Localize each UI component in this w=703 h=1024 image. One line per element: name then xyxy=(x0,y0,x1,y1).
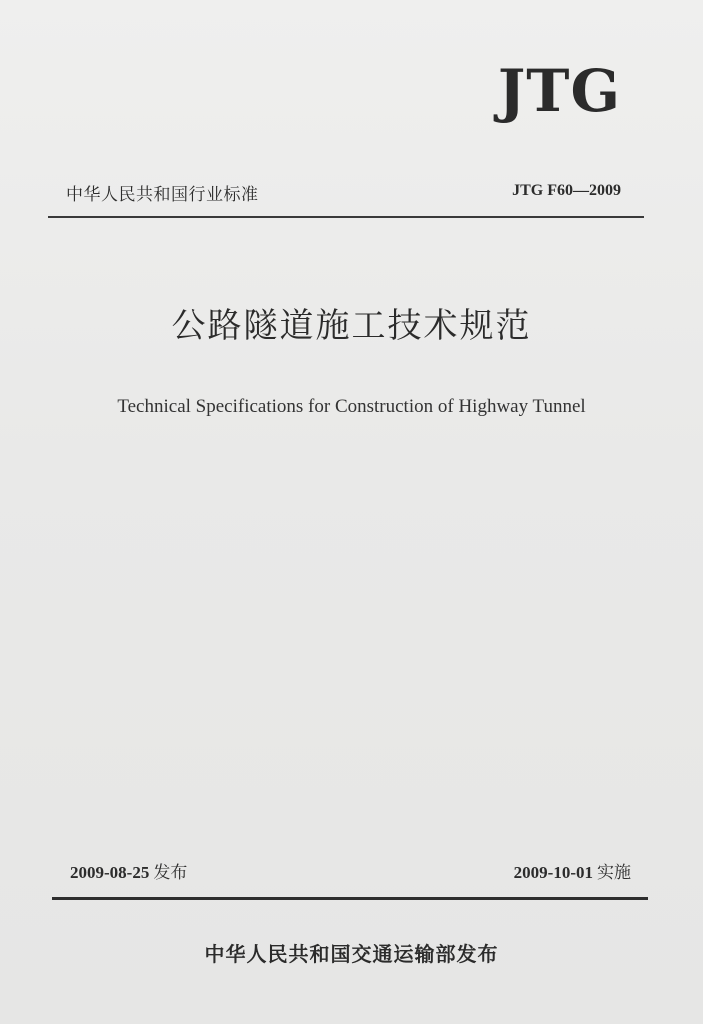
dates-row xyxy=(70,858,631,884)
publish-label: 发布 xyxy=(153,863,188,883)
publish-date: 2009-08-25 xyxy=(70,863,150,882)
effective-date: 2009-10-01 xyxy=(513,863,593,882)
bottom-divider xyxy=(52,897,648,900)
effective-date-block xyxy=(514,858,631,883)
standard-header xyxy=(66,180,621,206)
title-english: Technical Specifications for Construction of Highway Tunnel xyxy=(117,396,586,417)
effective-label: 实施 xyxy=(597,863,631,883)
standard-code: JTG F60—2009 xyxy=(512,182,621,199)
top-divider xyxy=(48,216,644,218)
standard-category: 中华人民共和国行业标准 xyxy=(66,185,259,205)
publish-date-block xyxy=(70,858,187,883)
title-chinese: 公路隧道施工技术规范 xyxy=(171,306,532,346)
jtg-logo: JTG xyxy=(497,57,621,125)
publisher: 中华人民共和国交通运输部发布 xyxy=(204,942,499,966)
